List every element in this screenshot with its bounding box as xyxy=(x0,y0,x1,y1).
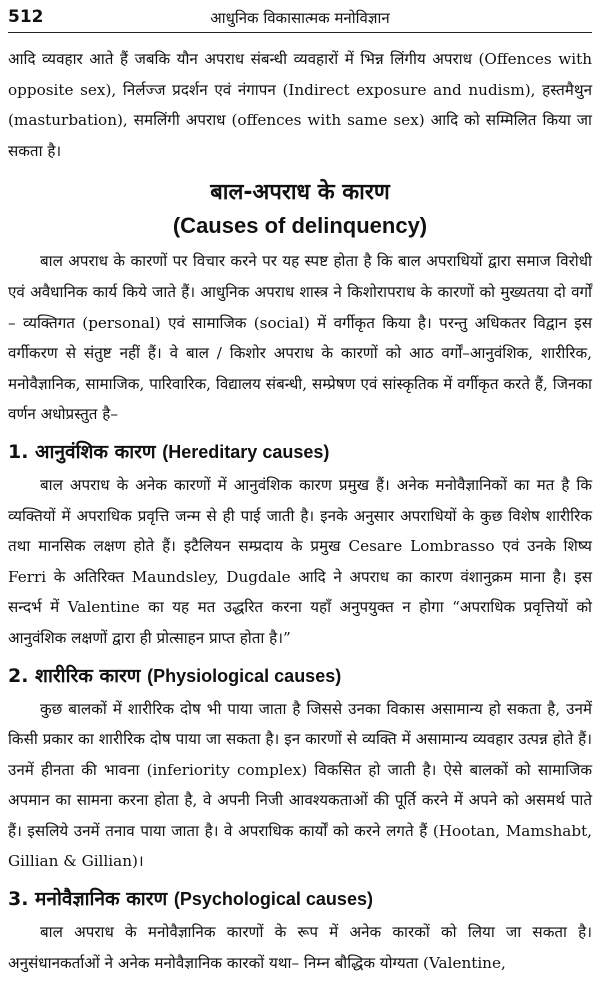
subsection-heading-english: (Psychological causes) xyxy=(173,889,373,910)
intro-paragraph: आदि व्यवहार आते हैं जबकि यौन अपराध संबन्धी व्यवहारों में भिन्न लिंगीय अपराध (Offences with opposite sex), निर्लज्ज प्रदर्शन एवं नंगापन (Indirect exposure and nudism), हस्तमैथुन (masturbation), समलिंगी अपराध (offences with same sex) आदि को सम्मिलित किया जा सकता है। xyxy=(8,50,592,160)
subsection-heading-english: (Hereditary causes) xyxy=(162,441,330,462)
subsection-heading-hindi: 1. आनुवंशिक कारण xyxy=(8,440,156,463)
page-number: 512 xyxy=(8,7,44,27)
subsection-heading-psychological xyxy=(8,883,592,915)
running-header xyxy=(8,2,592,33)
subsection-heading-hindi: 2. शारीरिक कारण xyxy=(8,664,141,687)
section-title-hindi: बाल-अपराध के कारण xyxy=(210,180,390,206)
subsection-heading-english: (Physiological causes) xyxy=(147,665,342,686)
subsection-heading-hindi: 3. मनोवैज्ञानिक कारण xyxy=(8,888,168,911)
subsection-paragraph-hereditary: बाल अपराध के अनेक कारणों में आनुवंशिक कारण प्रमुख हैं। अनेक मनोवैज्ञानिकों का मत है कि व्यक्तियों में अपराधिक प्रवृत्ति जन्म से ही पाई जाती है। इनके अनुसार अपराधियों के कुछ विशेष शारीरिक तथा मानसिक लक्षण होते हैं। इटैलियन सम्प्रदाय के प्रमुख Cesare Lombrasso एवं उनके शिष्य Ferri के अतिरिक्त Maundsley, Dugdale आदि ने अपराध का कारण वंशानुक्रम माना है। इस सन्दर्भ में Valentine का यह मत उद्धरित करना यहाँ अनुपयुक्त न होगा “अपराधिक प्रवृत्तियों को आनुवंशिक लक्षणों द्वारा ही प्रोत्साहन प्राप्त होता है।” xyxy=(8,475,592,647)
subsection-heading-hereditary xyxy=(8,436,592,468)
subsection-paragraph-physiological: कुछ बालकों में शारीरिक दोष भी पाया जाता है जिससे उनका विकास असामान्य हो सकता है, उनमें किसी प्रकार का शारीरिक दोष पाया जा सकता है। इन कारणों से व्यक्ति में असामान्य व्यवहार उत्पन्न होते हैं। उनमें हीनता की भावना (inferiority complex) विकसित हो जाती है। ऐसे बालकों को सामाजिक अपमान का सामना करना होता है, वे अपनी निजी आवश्यकताओं की पूर्ति करने में अपने को असमर्थ पाते हैं। इसलिये उनमें तनाव पाया जाता है। वे अपराधिक कार्यों को करने लगते हैं (Hootan, Mamshabt, Gillian & Gillian)। xyxy=(8,699,592,871)
page-content xyxy=(8,44,592,978)
subsection-heading-physiological xyxy=(8,660,592,692)
section-title-english: (Causes of delinquency) xyxy=(172,213,428,239)
section-paragraph: बाल अपराध के कारणों पर विचार करने पर यह स्पष्ट होता है कि बाल अपराधियों द्वारा समाज विरोधी एवं अवैधानिक कार्य किये जाते हैं। आधुनिक अपराध शास्त्र ने किशोरापराध के कारणों को मुख्यतया दो वर्गों – व्यक्तिगत (personal) एवं सामाजिक (social) में वर्गीकृत किया है। परन्तु अधिकतर विद्वान इस वर्गीकरण से संतुष्ट नहीं हैं। वे बाल / किशोर अपराध के कारणों को आठ वर्गों–आनुवंशिक, शारीरिक, मनोवैज्ञानिक, सामाजिक, पारिवारिक, विद्यालय संबन्धी, सम्प्रेषण एवं सांस्कृतिक में वर्गीकृत करते हैं, जिनका वर्णन अधोप्रस्तुत है– xyxy=(8,252,592,424)
book-title: आधुनिक विकासात्मक मनोविज्ञान xyxy=(210,9,390,27)
subsection-paragraph-psychological: बाल अपराध के मनोवैज्ञानिक कारणों के रूप में अनेक कारकों को लिया जा सकता है। अनुसंधानकर्ताओं ने अनेक मनोवैज्ञानिक कारकों यथा– निम्न बौद्धिक योग्यता (Valentine, xyxy=(8,923,592,972)
